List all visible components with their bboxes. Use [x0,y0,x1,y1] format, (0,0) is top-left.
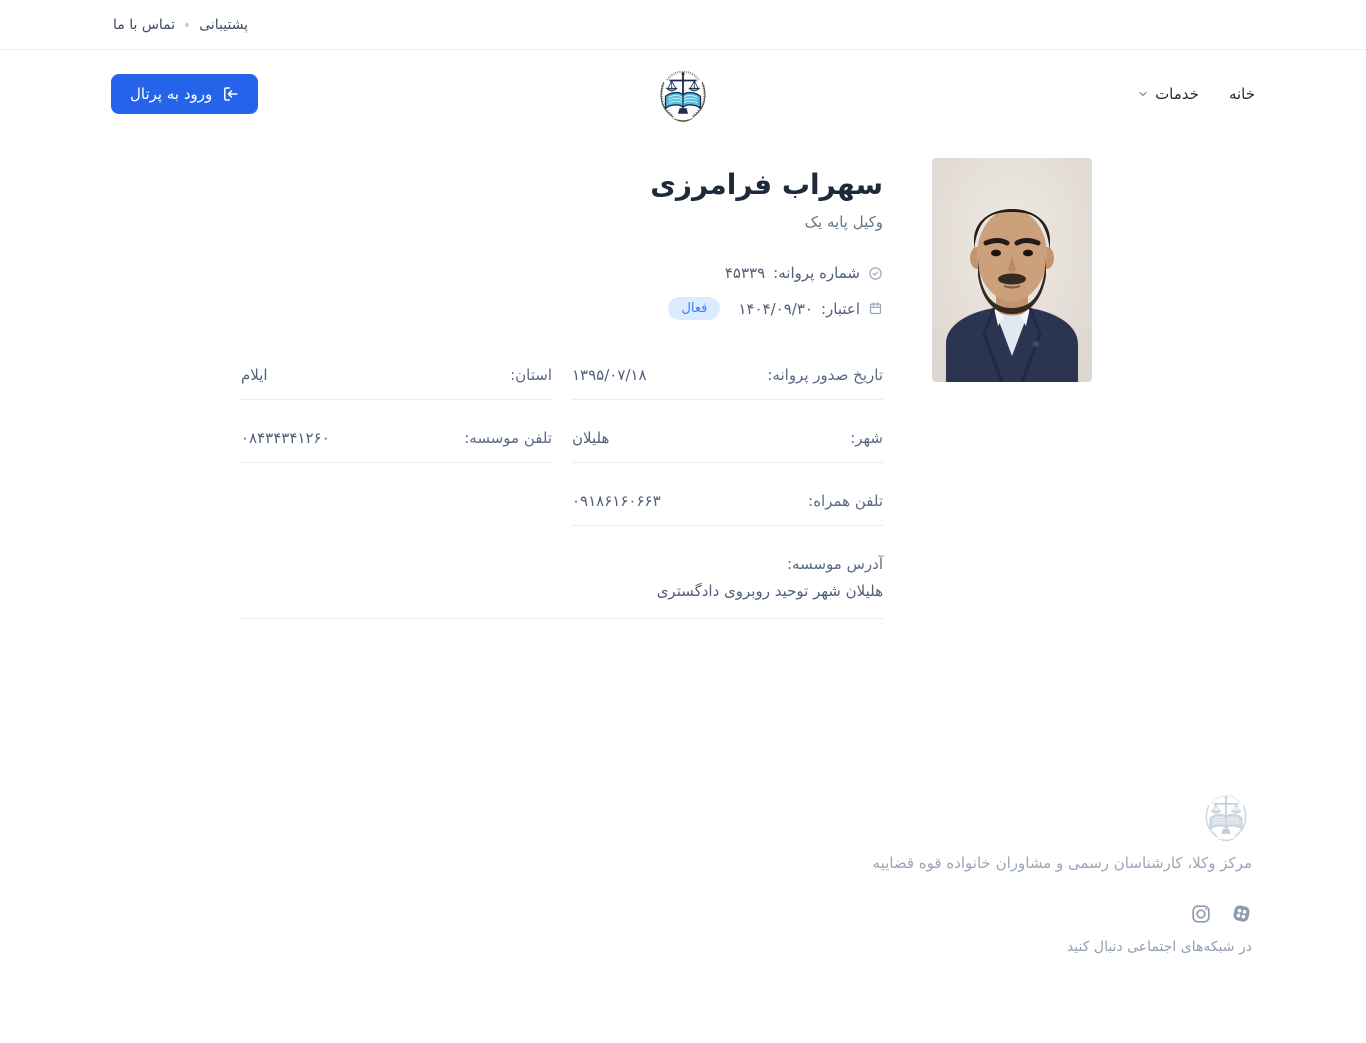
judiciary-emblem-icon [654,63,712,125]
footer-emblem-icon [1200,788,1252,844]
support-link[interactable]: پشتیبانی [199,16,249,33]
lawyer-name: سهراب فرامرزی [650,168,883,201]
nav-services-label: خدمات [1155,85,1199,103]
footer [0,788,1366,1043]
license-meta [668,264,883,320]
main-nav [1137,85,1255,103]
login-portal-label: ورود به پرتال [130,85,213,103]
validity-date: ۱۴۰۴/۰۹/۳۰ [738,299,813,318]
office-phone-value: ۰۸۴۳۴۳۴۱۲۶۰ [241,429,330,447]
messenger-icon [1231,903,1252,924]
site-logo[interactable] [648,63,718,125]
follow-text: در شبکه‌های اجتماعی دنبال کنید [1066,939,1252,955]
lawyer-photo [932,158,1092,382]
office-address-label: آدرس موسسه: [787,555,883,573]
chevron-down-icon [1137,88,1149,100]
profile-info [241,158,883,619]
city-field [572,429,883,463]
calendar-icon [868,301,883,316]
province-value: ایلام [241,366,268,384]
organization-name: مرکز وکلا، کارشناسان رسمی و مشاوران خانواده قوه قضاییه [872,854,1252,872]
detail-fields [241,366,883,619]
issue-date-label: تاریخ صدور پروانه: [767,366,883,384]
status-badge: فعال [668,297,720,320]
nav-home[interactable] [1229,85,1255,103]
check-circle-icon [868,266,883,281]
province-field [241,366,552,400]
messenger-link[interactable] [1231,903,1252,924]
profile-page [241,158,1092,619]
separator-dot [185,23,189,27]
validity-label: اعتبار: [820,299,860,318]
topbar [0,0,1366,50]
mobile-phone-field [572,492,883,526]
province-label: استان: [510,366,552,384]
mobile-phone-label: تلفن همراه: [808,492,883,510]
nav-services[interactable] [1137,85,1199,103]
license-number-row [668,264,883,282]
license-number-label: شماره پروانه: [773,264,860,282]
login-icon [221,85,239,103]
lawyer-title: وکیل پایه یک [804,213,883,231]
office-address-value: هلیلان شهر توحید روبروی دادگستری [656,582,883,600]
validity-row [668,297,883,320]
license-number-value: ۴۵۳۳۹ [724,264,766,282]
contact-link[interactable]: تماس با ما [113,16,176,33]
social-links [1191,903,1252,924]
login-portal-button[interactable] [111,74,258,114]
office-phone-field [241,429,552,463]
empty-cell [241,492,552,526]
office-address-field [241,555,883,619]
city-value: هلیلان [572,429,610,447]
lawyer-profile-section [241,158,1092,619]
instagram-icon [1191,904,1211,924]
nav-home-label: خانه [1228,85,1255,103]
header [0,50,1366,138]
issue-date-field [572,366,883,400]
city-label: شهر: [850,429,883,447]
identity-block [241,158,883,320]
instagram-link[interactable] [1191,904,1211,924]
office-phone-label: تلفن موسسه: [464,429,552,447]
portrait-illustration [932,158,1092,382]
issue-date-value: ۱۳۹۵/۰۷/۱۸ [572,366,647,384]
mobile-phone-value: ۰۹۱۸۶۱۶۰۶۶۳ [572,492,661,510]
